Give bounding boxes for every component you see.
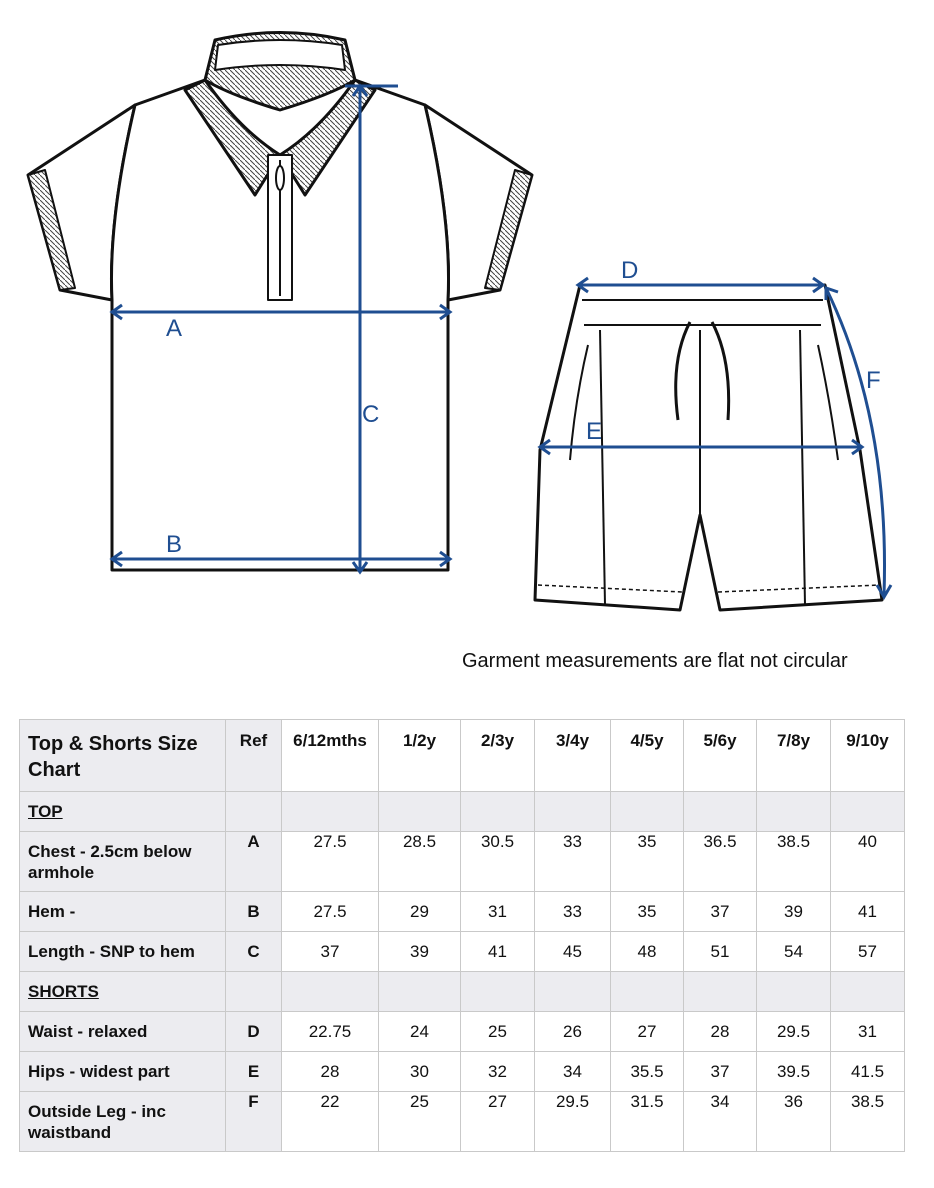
measurement-value: 34: [535, 1052, 611, 1092]
measurement-value: 27: [461, 1092, 535, 1152]
measurement-value: 29.5: [535, 1092, 611, 1152]
measurement-value: 57: [831, 932, 905, 972]
measurement-value: 41.5: [831, 1052, 905, 1092]
measurement-value: 31: [461, 892, 535, 932]
measurement-ref: A: [226, 832, 282, 892]
table-row: [20, 892, 905, 932]
section-empty-cell: [757, 792, 831, 832]
size-header: 3/4y: [535, 720, 611, 792]
measurement-value: 35: [611, 892, 684, 932]
section-empty-cell: [831, 792, 905, 832]
size-header: 4/5y: [611, 720, 684, 792]
measurement-value: 48: [611, 932, 684, 972]
table-row: [20, 1012, 905, 1052]
section-row: [20, 972, 905, 1012]
measurement-value: 33: [535, 832, 611, 892]
measurement-value: 29.5: [757, 1012, 831, 1052]
measurement-value: 38.5: [831, 1092, 905, 1152]
section-heading: SHORTS: [20, 972, 226, 1012]
measurement-value: 27: [611, 1012, 684, 1052]
measurement-value: 24: [379, 1012, 461, 1052]
section-ref-cell: [226, 972, 282, 1012]
size-header: 1/2y: [379, 720, 461, 792]
section-empty-cell: [611, 972, 684, 1012]
section-empty-cell: [379, 972, 461, 1012]
measurement-label: Outside Leg - inc waistband: [20, 1092, 226, 1152]
size-header: 5/6y: [684, 720, 757, 792]
measurement-value: 38.5: [757, 832, 831, 892]
section-empty-cell: [535, 792, 611, 832]
measurement-value: 25: [461, 1012, 535, 1052]
section-empty-cell: [461, 792, 535, 832]
measurement-label: Length - SNP to hem: [20, 932, 226, 972]
measurement-value: 26: [535, 1012, 611, 1052]
table-row: [20, 932, 905, 972]
size-header: 7/8y: [757, 720, 831, 792]
measurement-ref: C: [226, 932, 282, 972]
measurement-value: 25: [379, 1092, 461, 1152]
measurement-value: 22.75: [282, 1012, 379, 1052]
label-a: A: [166, 315, 183, 342]
ref-header: Ref: [226, 720, 282, 792]
section-empty-cell: [282, 972, 379, 1012]
measurement-ref: D: [226, 1012, 282, 1052]
measurement-value: 39: [379, 932, 461, 972]
measurement-value: 41: [831, 892, 905, 932]
size-header: 2/3y: [461, 720, 535, 792]
measurement-value: 32: [461, 1052, 535, 1092]
measurement-value: 29: [379, 892, 461, 932]
section-empty-cell: [757, 972, 831, 1012]
measurement-value: 28.5: [379, 832, 461, 892]
section-empty-cell: [461, 972, 535, 1012]
measurement-value: 37: [282, 932, 379, 972]
label-c: C: [362, 401, 380, 428]
label-f: F: [866, 367, 881, 394]
measurement-label: Chest - 2.5cm below armhole: [20, 832, 226, 892]
measurement-label: Waist - relaxed: [20, 1012, 226, 1052]
measurement-value: 27.5: [282, 832, 379, 892]
section-empty-cell: [282, 792, 379, 832]
measurement-value: 28: [282, 1052, 379, 1092]
measurement-value: 22: [282, 1092, 379, 1152]
size-header: 9/10y: [831, 720, 905, 792]
label-b: B: [166, 531, 183, 558]
label-e: E: [586, 418, 603, 445]
measurement-ref: E: [226, 1052, 282, 1092]
section-empty-cell: [684, 972, 757, 1012]
measurement-value: 54: [757, 932, 831, 972]
measurement-ref: F: [226, 1092, 282, 1152]
measurement-value: 31: [831, 1012, 905, 1052]
section-ref-cell: [226, 792, 282, 832]
measurement-value: 30: [379, 1052, 461, 1092]
measurement-value: 41: [461, 932, 535, 972]
size-header: 6/12mths: [282, 720, 379, 792]
measurement-value: 40: [831, 832, 905, 892]
measurement-note: Garment measurements are flat not circular: [462, 650, 848, 672]
table-row: [20, 1092, 905, 1152]
measurement-value: 35.5: [611, 1052, 684, 1092]
section-empty-cell: [535, 972, 611, 1012]
measurement-label: Hem -: [20, 892, 226, 932]
measurement-value: 34: [684, 1092, 757, 1152]
section-empty-cell: [611, 792, 684, 832]
measurement-value: 30.5: [461, 832, 535, 892]
polo-shirt-drawing: [28, 33, 532, 571]
section-row: [20, 792, 905, 832]
header-row: [20, 720, 905, 792]
measurement-ref: B: [226, 892, 282, 932]
measurement-value: 27.5: [282, 892, 379, 932]
size-chart-table: [19, 719, 905, 1152]
measurement-value: 28: [684, 1012, 757, 1052]
section-empty-cell: [684, 792, 757, 832]
table-row: [20, 832, 905, 892]
measurement-value: 36.5: [684, 832, 757, 892]
measurement-value: 39.5: [757, 1052, 831, 1092]
table-title: Top & Shorts Size Chart: [20, 720, 226, 792]
label-d: D: [621, 257, 639, 284]
table-row: [20, 1052, 905, 1092]
measurement-value: 51: [684, 932, 757, 972]
section-empty-cell: [379, 792, 461, 832]
section-empty-cell: [831, 972, 905, 1012]
measurement-value: 45: [535, 932, 611, 972]
measurement-value: 31.5: [611, 1092, 684, 1152]
section-heading: TOP: [20, 792, 226, 832]
measurement-value: 37: [684, 1052, 757, 1092]
measurement-value: 39: [757, 892, 831, 932]
measurement-value: 36: [757, 1092, 831, 1152]
measurement-value: 37: [684, 892, 757, 932]
measurement-value: 33: [535, 892, 611, 932]
measurement-value: 35: [611, 832, 684, 892]
measurement-label: Hips - widest part: [20, 1052, 226, 1092]
